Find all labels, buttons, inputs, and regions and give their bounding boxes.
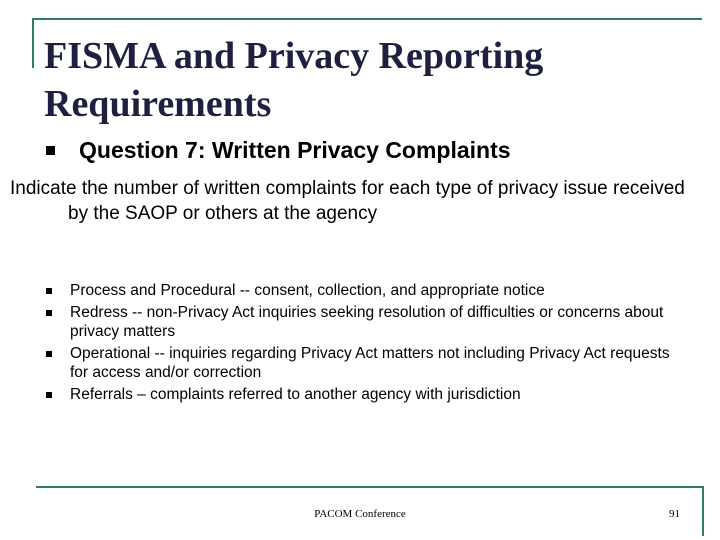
- bottom-right-vertical-line: [702, 486, 704, 536]
- square-bullet-icon: [46, 392, 52, 398]
- footer-conference-label: PACOM Conference: [314, 508, 406, 520]
- subtitle-row: [46, 136, 511, 164]
- intro-text: Indicate the number of written complaints for each type of privacy issue received by the SAOP or others at the agency: [10, 178, 685, 224]
- square-bullet-icon: [46, 146, 55, 155]
- list-item-text: Referrals – complaints referred to another agency with jurisdiction: [70, 386, 521, 403]
- list-item-text: Process and Procedural -- consent, collection, and appropriate notice: [70, 282, 545, 299]
- slide-subtitle: Question 7: Written Privacy Complaints: [79, 137, 511, 163]
- list-item-text: Operational -- inquiries regarding Privacy Act matters not including Privacy Act requests for access and/or correction: [70, 345, 670, 381]
- list-item: [46, 385, 676, 404]
- square-bullet-icon: [46, 310, 52, 316]
- top-divider-line: [32, 18, 702, 20]
- top-left-vertical-line: [32, 18, 34, 68]
- page-number: 91: [669, 508, 680, 520]
- bottom-divider-line: [36, 486, 704, 488]
- list-item-text: Redress -- non-Privacy Act inquiries seeking resolution of difficulties or concerns about privacy matters: [70, 304, 664, 340]
- square-bullet-icon: [46, 351, 52, 357]
- slide-title: FISMA and Privacy Reporting Requirements: [44, 35, 544, 125]
- bullet-list: [46, 281, 676, 407]
- list-item: [46, 303, 676, 341]
- list-item: [46, 281, 676, 300]
- list-item: [46, 344, 676, 382]
- square-bullet-icon: [46, 288, 52, 294]
